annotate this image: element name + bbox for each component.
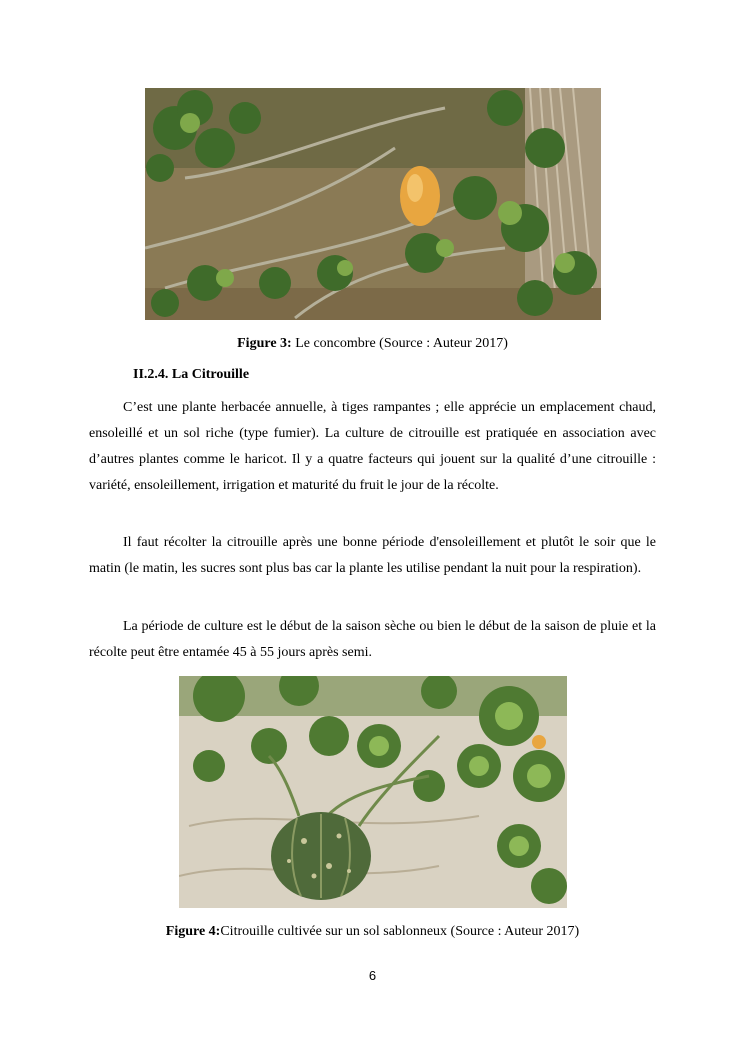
figure-3-text: Le concombre (Source : Auteur 2017) [291, 336, 508, 351]
paragraph-2: Il faut récolter la citrouille après une bonne période d'ensoleillement et plutôt le soir que le matin (le matin, les sucres sont plus bas car la plante les utilise pendant la nuit pour la respiration). [89, 535, 656, 576]
figure-4-label: Figure 4: [165, 924, 221, 939]
paragraph-1: C’est une plante herbacée annuelle, à tiges rampantes ; elle apprécie un emplacement chaud, ensoleillé et un sol riche (type fumier). La culture de citrouille est pratiquée en association avec d’autres plantes comme le haricot. Il y a quatre facteurs qui jouent sur la qualité d’une citrouille : variété, ensoleillement, irrigation et maturité du fruit le jour de la récolte. [89, 400, 656, 493]
figure-3-label: Figure 3: [237, 336, 292, 351]
figure-4-text: Citrouille cultivée sur un sol sablonneux (Source : Auteur 2017) [220, 924, 580, 939]
paragraph-3: La période de culture est le début de la saison sèche ou bien le début de la saison de pluie et la récolte peut être entamée 45 à 55 jours après semi. [89, 619, 656, 660]
figure-4-image [179, 676, 567, 908]
figure-4-caption [0, 924, 745, 940]
figure-3-caption [0, 336, 745, 352]
figure-3-image [145, 88, 601, 320]
page-number: 6 [368, 968, 377, 983]
section-heading: II.2.4. La Citrouille [133, 367, 250, 382]
